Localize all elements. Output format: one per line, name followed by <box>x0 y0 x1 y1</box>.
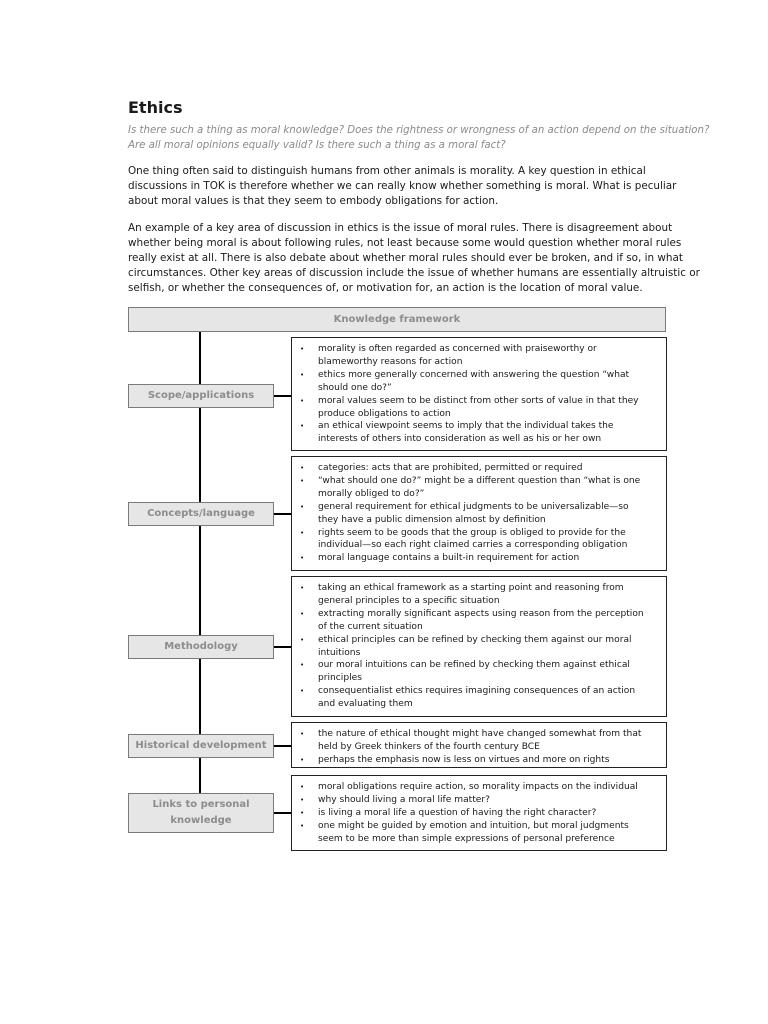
framework-content-methodology <box>291 576 667 717</box>
bullet-text-line: held by Greek thinkers of the fourth century BCE <box>318 741 540 752</box>
bullet-item <box>298 343 660 369</box>
guiding-question-line: Are all moral opinions equally valid? Is there such a thing as a moral fact? <box>128 140 506 151</box>
intro-paragraph <box>128 164 677 209</box>
bullet-item <box>298 552 660 565</box>
framework-connector-line <box>274 646 292 648</box>
bullet-text-line: and evaluating them <box>318 699 413 710</box>
bullet-item <box>298 728 660 754</box>
bullet-item <box>298 659 660 685</box>
bullet-item <box>298 608 660 634</box>
bullet-text-line: intuitions <box>318 647 361 658</box>
bullet-text-line: principles <box>318 673 362 684</box>
paragraph-line: circumstances. Other key areas of discussion include the issue of whether humans are essentially altruistic or <box>128 267 700 279</box>
framework-label-scope-applications: Scope/applications <box>128 384 274 408</box>
paragraph-line: whether being moral is about following rules, not least because some would question whether moral rules <box>128 237 682 249</box>
bullet-item <box>298 634 660 660</box>
paragraph-line: selfish, or whether the consequences of, or motivation for, an action is the location of moral value. <box>128 282 643 294</box>
bullet-list <box>298 781 660 846</box>
bullet-text-line: • why should living a moral life matter? <box>318 794 490 805</box>
bullet-text-line: • moral language contains a built-in requirement for action <box>318 553 580 564</box>
bullet-text-line: of the current situation <box>318 621 423 632</box>
bullet-text-line: they have a public dimension almost by definition <box>318 514 546 525</box>
bullet-text-line: • morality is often regarded as concerned with praiseworthy or <box>318 344 597 354</box>
framework-connector-line <box>274 745 292 747</box>
bullet-text-line: produce obligations to action <box>318 408 451 419</box>
bullet-text-line: • “what should one do?” might be a different question than “what is one <box>318 475 641 486</box>
framework-content-historical-development <box>291 722 667 768</box>
bullet-text-line: • taking an ethical framework as a starting point and reasoning from <box>318 583 624 593</box>
bullet-text-line: • perhaps the emphasis now is less on virtues and more on rights <box>318 754 610 765</box>
bullet-text-line: should one do?” <box>318 382 392 393</box>
bullet-text-line: • consequentialist ethics requires imagining consequences of an action <box>318 686 636 697</box>
bullet-text-line: general principles to a specific situation <box>318 595 500 606</box>
framework-connector-line <box>274 812 292 814</box>
framework-content-concepts-language <box>291 456 667 571</box>
bullet-text-line: • extracting morally significant aspects using reason from the perception <box>318 608 644 619</box>
moral-rules-paragraph <box>128 221 700 296</box>
page-title: Ethics <box>128 98 183 117</box>
bullet-item <box>298 462 660 475</box>
bullet-item <box>298 395 660 421</box>
bullet-text-line: • categories: acts that are prohibited, permitted or required <box>318 463 583 473</box>
guiding-question-line: Is there such a thing as moral knowledge? Does the rightness or wrongness of an action depend on the situation? <box>128 125 710 136</box>
paragraph-line: about moral values is that they seem to embody obligations for action. <box>128 195 499 207</box>
bullet-item <box>298 820 660 846</box>
framework-label-concepts-language: Concepts/language <box>128 502 274 526</box>
framework-label-text: Links to personal knowledge <box>152 799 250 826</box>
bullet-text-line: blameworthy reasons for action <box>318 356 463 367</box>
bullet-list <box>298 462 660 565</box>
framework-content-links-to-personal-knowledge <box>291 775 667 851</box>
bullet-list <box>298 343 660 446</box>
bullet-text-line: • the nature of ethical thought might have changed somewhat from that <box>318 729 642 739</box>
paragraph-line: discussions in TOK is therefore whether we can really know whether something is moral. What is peculiar <box>128 180 677 192</box>
bullet-item <box>298 420 660 446</box>
knowledge-framework-header: Knowledge framework <box>128 307 666 332</box>
bullet-text-line: individual—so each right claimed carries a corresponding obligation <box>318 540 628 551</box>
bullet-list <box>298 728 660 767</box>
bullet-text-line: • moral values seem to be distinct from other sorts of value in that they <box>318 395 639 406</box>
framework-connector-line <box>274 513 292 515</box>
bullet-item <box>298 501 660 527</box>
bullet-item <box>298 582 660 608</box>
bullet-text-line: • one might be guided by emotion and intuition, but moral judgments <box>318 820 629 831</box>
framework-label-historical-development: Historical development <box>128 734 274 758</box>
bullet-item <box>298 527 660 553</box>
bullet-text-line: • general requirement for ethical judgments to be universalizable—so <box>318 501 629 512</box>
framework-connector-line <box>274 395 292 397</box>
bullet-item <box>298 794 660 807</box>
framework-label-methodology: Methodology <box>128 635 274 659</box>
guiding-questions <box>128 123 710 153</box>
bullet-text-line: • rights seem to be goods that the group is obliged to provide for the <box>318 527 626 538</box>
bullet-text-line: • an ethical viewpoint seems to imply that the individual takes the <box>318 421 614 432</box>
bullet-text-line: • our moral intuitions can be refined by checking them against ethical <box>318 660 630 671</box>
bullet-text-line: • ethics more generally concerned with answering the question “what <box>318 369 630 380</box>
bullet-item <box>298 807 660 820</box>
bullet-list <box>298 582 660 711</box>
bullet-text-line: • ethical principles can be refined by checking them against our moral <box>318 634 632 645</box>
bullet-text-line: interests of others into consideration as well as his or her own <box>318 434 602 445</box>
bullet-text-line: • is living a moral life a question of having the right character? <box>318 807 597 818</box>
bullet-item <box>298 685 660 711</box>
framework-label-links-to-personal-knowledge <box>128 793 274 833</box>
paragraph-line: An example of a key area of discussion in ethics is the issue of moral rules. There is disagreement about <box>128 222 673 234</box>
bullet-text-line: • moral obligations require action, so morality impacts on the individual <box>318 782 638 792</box>
paragraph-line: really exist at all. There is also debate about whether moral rules should ever be broken, and if so, in what <box>128 252 683 264</box>
bullet-text-line: seem to be more than simple expressions of personal preference <box>318 833 615 844</box>
bullet-text-line: morally obliged to do?” <box>318 488 425 499</box>
bullet-item <box>298 475 660 501</box>
bullet-item <box>298 781 660 794</box>
framework-content-scope-applications <box>291 337 667 451</box>
paragraph-line: One thing often said to distinguish humans from other animals is morality. A key question in ethical <box>128 165 646 177</box>
bullet-item <box>298 754 660 767</box>
bullet-item <box>298 369 660 395</box>
